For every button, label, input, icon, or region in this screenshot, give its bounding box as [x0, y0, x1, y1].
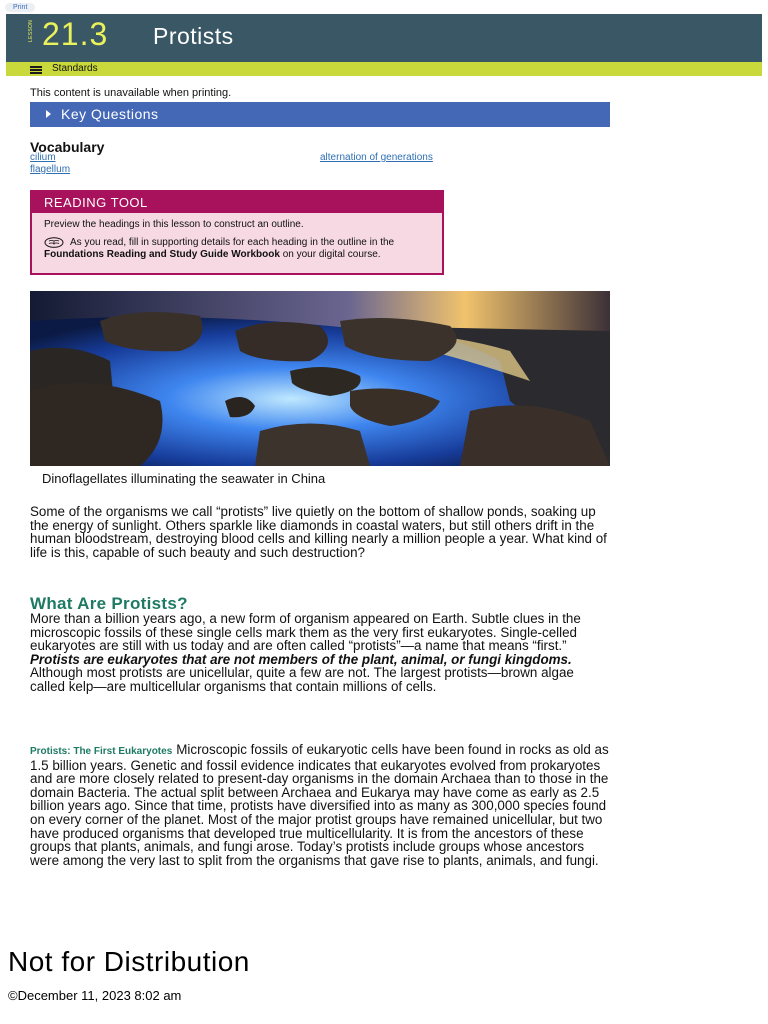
reading-tool-instruction: Preview the headings in this lesson to construct an outline.: [44, 219, 304, 230]
vocab-link-alternation-of-generations[interactable]: alternation of generations: [320, 152, 433, 163]
lesson-number: 21.3: [42, 16, 109, 52]
print-button[interactable]: Print: [5, 3, 35, 12]
vocab-link-cilium[interactable]: cilium: [30, 152, 56, 163]
figure-caption: Dinoflagellates illuminating the seawater in China: [42, 471, 326, 486]
dinoflagellate-photo: [30, 291, 610, 466]
reading-tool-heading: READING TOOL: [32, 192, 442, 213]
section-paragraph-1: More than a billion years ago, a new form of organism appeared on Earth. Subtle clues in the microscopic fossils of these single cells mark them as the very first eukaryotes. Single-celled eukaryotes are still with us today and are often called “protists”—a name that means “first.” Protists are eukaryotes that are not members of the plant, animal, or fungi kingdoms. Although most protists are unicellular, quite a few are not. The largest protists—brown algae called kelp—are multicellular organisms that contain millions of cells.: [30, 611, 581, 694]
section-paragraph-2: Protists: The First Eukaryotes Microscopic fossils of eukaryotic cells have been found in rocks as old as 1.5 billion years. Genetic and fossil evidence indicates that eukaryotes evolved from prokaryotes and are more closely related to present-day organisms in the domain Archaea than to those in the domain Bacteria. The actual split between Archaea and Eukarya may have come as early as 2.5 billion years ago. Since that time, protists have diversified into as many as 300,000 species found on every corner of the planet. Most of the major protist groups have remained unicellular, but two have produced organisms that developed true multicellularity. It is from the ancestors of these groups that plants, animals, and fungi arose. Today’s protists include groups whose ancestors were among the very last to split from the organisms that gave rise to plants, animals, and fungi.: [30, 742, 609, 868]
reading-tool-box: [30, 190, 444, 275]
vocabulary-heading: Vocabulary: [30, 139, 105, 155]
menu-icon: [30, 66, 42, 73]
vocab-link-flagellum[interactable]: flagellum: [30, 164, 71, 175]
reading-tool-workbook-note: As you read, fill in supporting details for each heading in the outline in the Foundations Reading and Study Guide Workbook on your digital course.: [44, 237, 395, 260]
key-questions-label: Key Questions: [61, 106, 159, 122]
lesson-header: [6, 14, 762, 62]
key-questions-toggle[interactable]: [30, 102, 610, 127]
lesson-tag: LESSON: [28, 19, 34, 43]
standards-toggle[interactable]: [6, 62, 762, 76]
lesson-title: Protists: [153, 23, 234, 49]
caret-right-icon: [46, 110, 51, 118]
print-timestamp: ©December 11, 2023 8:02 am: [8, 988, 182, 1003]
not-for-distribution-watermark: Not for Distribution: [8, 946, 250, 977]
intro-paragraph: Some of the organisms we call “protists” live quietly on the bottom of shallow ponds, soaking up the energy of sunlight. Others sparkle like diamonds in coastal waters, but still others drift in the human bloodstream, destroying blood cells and killing nearly a million people a year. What kind of life is this, capable of such beauty and such destruction?: [30, 504, 607, 560]
open-book-icon: [44, 237, 64, 248]
print-unavailable-notice: This content is unavailable when printing.: [30, 87, 232, 99]
subsection-heading: Protists: The First Eukaryotes: [30, 746, 173, 757]
standards-label: Standards: [52, 63, 98, 74]
section-heading: What Are Protists?: [30, 594, 188, 613]
